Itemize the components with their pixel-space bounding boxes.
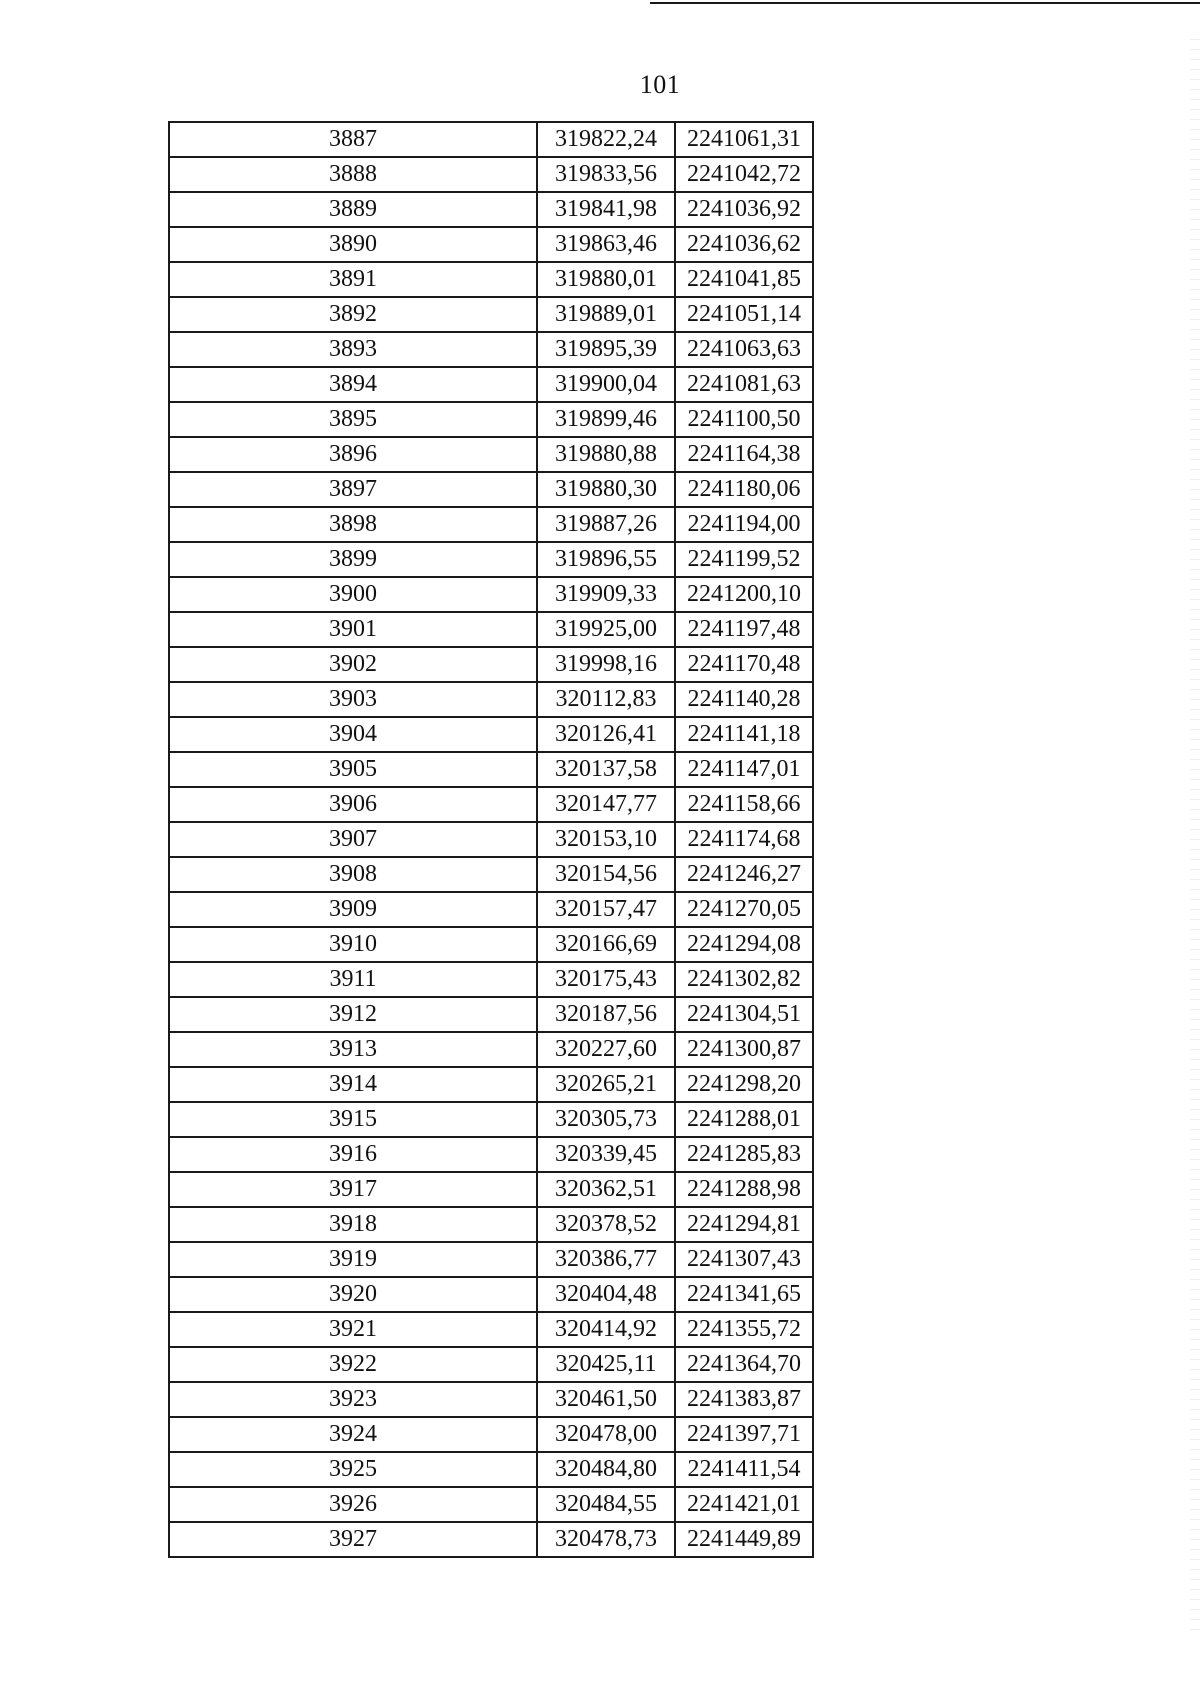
point-number-cell: 3924 [169,1417,537,1452]
x-coordinate-cell: 319880,30 [537,472,675,507]
x-coordinate-cell: 320166,69 [537,927,675,962]
y-coordinate-cell: 2241304,51 [675,997,813,1032]
point-number-cell: 3902 [169,647,537,682]
point-number-cell: 3891 [169,262,537,297]
point-number-cell: 3901 [169,612,537,647]
x-coordinate-cell: 319896,55 [537,542,675,577]
y-coordinate-cell: 2241449,89 [675,1522,813,1557]
x-coordinate-cell: 320154,56 [537,857,675,892]
point-number-cell: 3916 [169,1137,537,1172]
point-number-cell: 3911 [169,962,537,997]
x-coordinate-cell: 320157,47 [537,892,675,927]
table-row [169,927,813,962]
x-coordinate-cell: 320227,60 [537,1032,675,1067]
point-number-cell: 3889 [169,192,537,227]
table-row [169,332,813,367]
point-number-cell: 3922 [169,1347,537,1382]
y-coordinate-cell: 2241141,18 [675,717,813,752]
table-row [169,367,813,402]
table-row [169,997,813,1032]
table-row [169,1382,813,1417]
table-row [169,1207,813,1242]
table-row [169,1277,813,1312]
point-number-cell: 3893 [169,332,537,367]
y-coordinate-cell: 2241270,05 [675,892,813,927]
point-number-cell: 3913 [169,1032,537,1067]
table-row [169,962,813,997]
y-coordinate-cell: 2241285,83 [675,1137,813,1172]
x-coordinate-cell: 320362,51 [537,1172,675,1207]
x-coordinate-cell: 320112,83 [537,682,675,717]
x-coordinate-cell: 319880,01 [537,262,675,297]
point-number-cell: 3923 [169,1382,537,1417]
y-coordinate-cell: 2241180,06 [675,472,813,507]
y-coordinate-cell: 2241100,50 [675,402,813,437]
x-coordinate-cell: 320153,10 [537,822,675,857]
x-coordinate-cell: 319887,26 [537,507,675,542]
y-coordinate-cell: 2241246,27 [675,857,813,892]
top-rule [650,2,1200,4]
table-row [169,1452,813,1487]
point-number-cell: 3910 [169,927,537,962]
y-coordinate-cell: 2241158,66 [675,787,813,822]
y-coordinate-cell: 2241051,14 [675,297,813,332]
table-row [169,682,813,717]
y-coordinate-cell: 2241288,98 [675,1172,813,1207]
table-row [169,157,813,192]
y-coordinate-cell: 2241397,71 [675,1417,813,1452]
y-coordinate-cell: 2241140,28 [675,682,813,717]
x-coordinate-cell: 319925,00 [537,612,675,647]
table-row [169,717,813,752]
table-row [169,122,813,157]
x-coordinate-cell: 320386,77 [537,1242,675,1277]
x-coordinate-cell: 320484,80 [537,1452,675,1487]
point-number-cell: 3888 [169,157,537,192]
scan-edge [1190,30,1200,1630]
x-coordinate-cell: 320126,41 [537,717,675,752]
y-coordinate-cell: 2241170,48 [675,647,813,682]
y-coordinate-cell: 2241421,01 [675,1487,813,1522]
x-coordinate-cell: 320478,73 [537,1522,675,1557]
table-row [169,1102,813,1137]
table-row [169,262,813,297]
x-coordinate-cell: 320305,73 [537,1102,675,1137]
page-number: 101 [639,70,681,99]
point-number-cell: 3899 [169,542,537,577]
point-number-cell: 3905 [169,752,537,787]
x-coordinate-cell: 320484,55 [537,1487,675,1522]
table-row [169,612,813,647]
table-row [169,892,813,927]
point-number-cell: 3895 [169,402,537,437]
y-coordinate-cell: 2241036,92 [675,192,813,227]
table-row [169,192,813,227]
point-number-cell: 3890 [169,227,537,262]
point-number-cell: 3907 [169,822,537,857]
table-row [169,472,813,507]
x-coordinate-cell: 319909,33 [537,577,675,612]
y-coordinate-cell: 2241300,87 [675,1032,813,1067]
x-coordinate-cell: 319900,04 [537,367,675,402]
point-number-cell: 3920 [169,1277,537,1312]
table-row [169,1522,813,1557]
x-coordinate-cell: 320478,00 [537,1417,675,1452]
point-number-cell: 3908 [169,857,537,892]
point-number-cell: 3912 [169,997,537,1032]
y-coordinate-cell: 2241411,54 [675,1452,813,1487]
table-row [169,787,813,822]
table-row [169,1137,813,1172]
point-number-cell: 3919 [169,1242,537,1277]
table-row [169,1067,813,1102]
table-row [169,752,813,787]
x-coordinate-cell: 320187,56 [537,997,675,1032]
y-coordinate-cell: 2241383,87 [675,1382,813,1417]
x-coordinate-cell: 319899,46 [537,402,675,437]
table-row [169,542,813,577]
table-row [169,297,813,332]
x-coordinate-cell: 320175,43 [537,962,675,997]
x-coordinate-cell: 320378,52 [537,1207,675,1242]
y-coordinate-cell: 2241199,52 [675,542,813,577]
table-row [169,857,813,892]
x-coordinate-cell: 319863,46 [537,227,675,262]
table-row [169,1032,813,1067]
point-number-cell: 3904 [169,717,537,752]
y-coordinate-cell: 2241036,62 [675,227,813,262]
table-row [169,1487,813,1522]
table-row [169,1347,813,1382]
point-number-cell: 3909 [169,892,537,927]
y-coordinate-cell: 2241081,63 [675,367,813,402]
x-coordinate-cell: 320339,45 [537,1137,675,1172]
point-number-cell: 3926 [169,1487,537,1522]
y-coordinate-cell: 2241063,63 [675,332,813,367]
table-row [169,402,813,437]
table-row [169,1312,813,1347]
x-coordinate-cell: 320414,92 [537,1312,675,1347]
x-coordinate-cell: 319895,39 [537,332,675,367]
y-coordinate-cell: 2241307,43 [675,1242,813,1277]
point-number-cell: 3915 [169,1102,537,1137]
point-number-cell: 3892 [169,297,537,332]
point-number-cell: 3918 [169,1207,537,1242]
table-row [169,1417,813,1452]
x-coordinate-cell: 319998,16 [537,647,675,682]
table-row [169,437,813,472]
table-row [169,822,813,857]
y-coordinate-cell: 2241061,31 [675,122,813,157]
coordinates-table-body [169,122,813,1557]
y-coordinate-cell: 2241341,65 [675,1277,813,1312]
table-row [169,577,813,612]
table-row [169,1172,813,1207]
table-row [169,227,813,262]
y-coordinate-cell: 2241174,68 [675,822,813,857]
x-coordinate-cell: 319880,88 [537,437,675,472]
y-coordinate-cell: 2241294,08 [675,927,813,962]
x-coordinate-cell: 319822,24 [537,122,675,157]
point-number-cell: 3897 [169,472,537,507]
y-coordinate-cell: 2241288,01 [675,1102,813,1137]
y-coordinate-cell: 2241302,82 [675,962,813,997]
point-number-cell: 3925 [169,1452,537,1487]
point-number-cell: 3927 [169,1522,537,1557]
table-row [169,647,813,682]
x-coordinate-cell: 319889,01 [537,297,675,332]
point-number-cell: 3903 [169,682,537,717]
x-coordinate-cell: 320137,58 [537,752,675,787]
point-number-cell: 3917 [169,1172,537,1207]
point-number-cell: 3900 [169,577,537,612]
point-number-cell: 3896 [169,437,537,472]
y-coordinate-cell: 2241298,20 [675,1067,813,1102]
y-coordinate-cell: 2241364,70 [675,1347,813,1382]
point-number-cell: 3887 [169,122,537,157]
y-coordinate-cell: 2241200,10 [675,577,813,612]
x-coordinate-cell: 320404,48 [537,1277,675,1312]
x-coordinate-cell: 320147,77 [537,787,675,822]
y-coordinate-cell: 2241194,00 [675,507,813,542]
point-number-cell: 3894 [169,367,537,402]
x-coordinate-cell: 319841,98 [537,192,675,227]
y-coordinate-cell: 2241147,01 [675,752,813,787]
point-number-cell: 3914 [169,1067,537,1102]
coordinates-table [168,121,814,1558]
y-coordinate-cell: 2241355,72 [675,1312,813,1347]
x-coordinate-cell: 320425,11 [537,1347,675,1382]
y-coordinate-cell: 2241164,38 [675,437,813,472]
y-coordinate-cell: 2241042,72 [675,157,813,192]
y-coordinate-cell: 2241197,48 [675,612,813,647]
point-number-cell: 3921 [169,1312,537,1347]
x-coordinate-cell: 320265,21 [537,1067,675,1102]
table-row [169,1242,813,1277]
x-coordinate-cell: 319833,56 [537,157,675,192]
x-coordinate-cell: 320461,50 [537,1382,675,1417]
table-row [169,507,813,542]
y-coordinate-cell: 2241294,81 [675,1207,813,1242]
point-number-cell: 3906 [169,787,537,822]
y-coordinate-cell: 2241041,85 [675,262,813,297]
point-number-cell: 3898 [169,507,537,542]
